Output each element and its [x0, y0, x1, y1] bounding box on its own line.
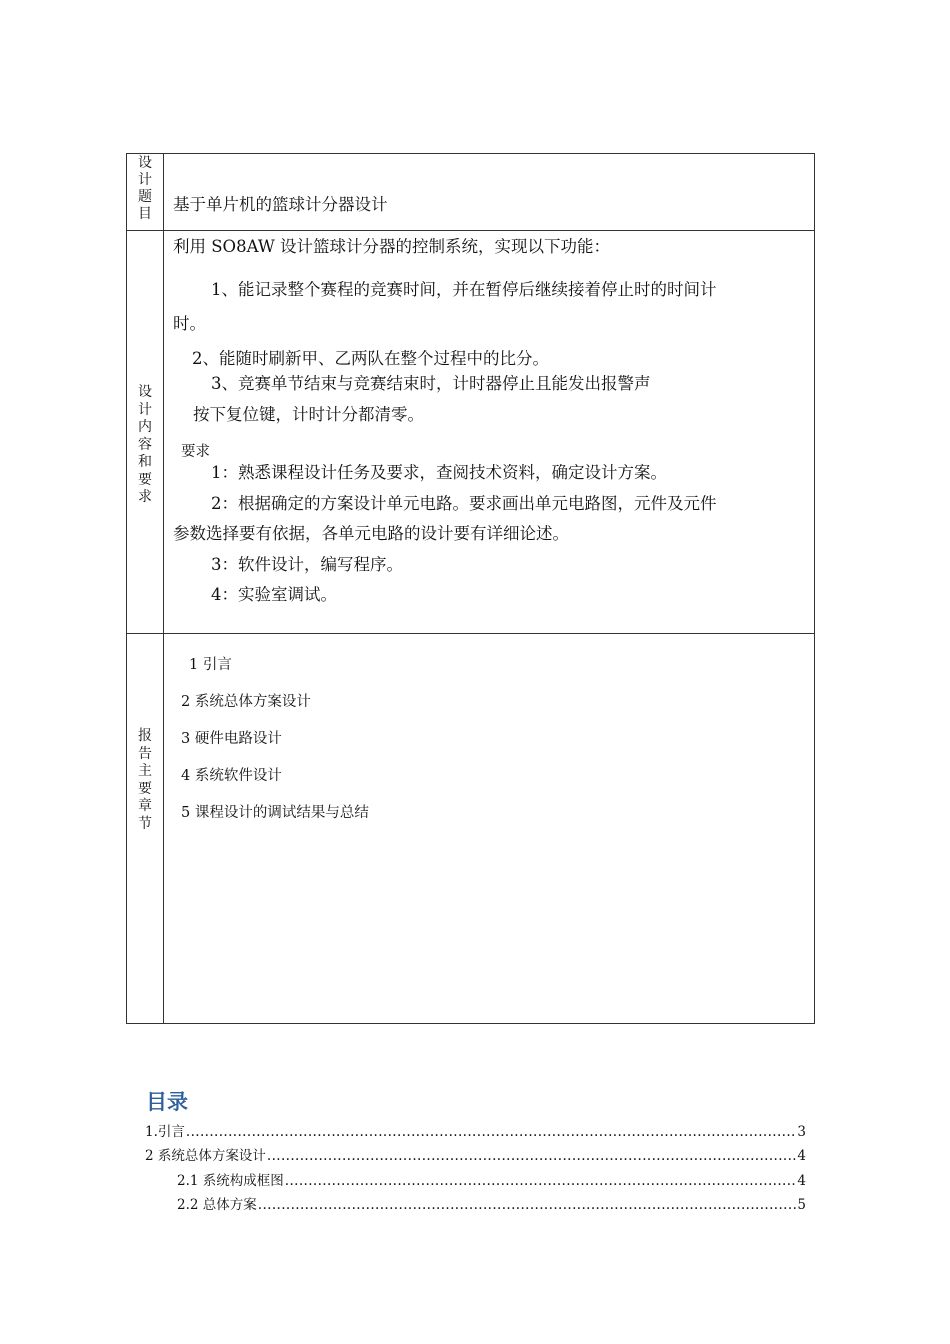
content-intro: 利用 SO8AW 设计篮球计分器的控制系统，实现以下功能： — [173, 237, 611, 256]
toc-entry-page: 3 — [797, 1124, 806, 1140]
chapter-item: 3 硬件电路设计 — [181, 731, 282, 747]
toc-entry[interactable] — [145, 1120, 806, 1140]
toc-entry-page: 4 — [797, 1173, 806, 1189]
chapter-item: 5 课程设计的调试结果与总结 — [181, 805, 369, 821]
chapter-item: 1 引言 — [189, 657, 232, 673]
chapter-item: 4 系统软件设计 — [181, 768, 282, 784]
toc-entry-text: 2 系统总体方案设计 — [145, 1148, 266, 1164]
requirement-2-line-1: 2：根据确定的方案设计单元电路。要求画出单元电路图，元件及元件 — [211, 494, 717, 513]
design-title-label-cell — [127, 154, 164, 230]
design-title-text: 基于单片机的篮球计分器设计 — [173, 195, 388, 214]
course-design-form-table — [126, 153, 815, 1024]
function-1-line-2: 时。 — [173, 314, 206, 333]
toc-entry-text: 1.引言 — [145, 1124, 185, 1140]
report-chapters-label: 报 告 主 要 章 节 — [138, 728, 152, 832]
toc-entry-page: 4 — [797, 1148, 806, 1164]
toc-entry-text: 2.1 系统构成框图 — [177, 1173, 284, 1189]
design-title-value-cell — [164, 154, 814, 230]
requirement-3: 3：软件设计，编写程序。 — [211, 555, 403, 574]
requirement-1: 1：熟悉课程设计任务及要求，查阅技术资料，确定设计方案。 — [211, 463, 667, 482]
design-content-label-cell — [127, 231, 164, 633]
function-1-line-1: 1、能记录整个赛程的竞赛时间，并在暂停后继续接着停止时的时间计 — [211, 280, 717, 299]
report-chapters-label-cell — [127, 634, 164, 1023]
toc-heading: 目录 — [146, 1090, 188, 1114]
toc-entry[interactable] — [177, 1193, 806, 1213]
toc-entry-page: 5 — [797, 1197, 806, 1213]
design-title-row — [127, 154, 814, 231]
toc-entry[interactable] — [145, 1144, 806, 1164]
design-content-row — [127, 231, 814, 634]
design-content-label: 设 计 内 容 和 要 求 — [138, 384, 152, 505]
function-2: 2、能随时刷新甲、乙两队在整个过程中的比分。 — [192, 349, 549, 368]
requirement-4: 4：实验室调试。 — [211, 585, 337, 604]
toc-entry-text: 2.2 总体方案 — [177, 1197, 257, 1213]
toc-leader-dots — [267, 1148, 797, 1164]
function-3: 3、竞赛单节结束与竞赛结束时，计时器停止且能发出报警声 — [211, 374, 651, 393]
design-title-label: 设 计 题 目 — [138, 155, 152, 222]
report-chapters-value-cell — [164, 634, 814, 1023]
toc-leader-dots — [258, 1197, 797, 1213]
toc-entry[interactable] — [177, 1169, 806, 1189]
function-4: 按下复位键，计时计分都清零。 — [193, 405, 424, 424]
toc-leader-dots — [186, 1124, 797, 1140]
requirements-heading: 要求 — [181, 444, 210, 460]
chapter-item: 2 系统总体方案设计 — [181, 694, 311, 710]
design-content-value-cell — [164, 231, 814, 633]
toc-leader-dots — [285, 1173, 797, 1189]
report-chapters-row — [127, 634, 814, 1023]
requirement-2-line-2: 参数选择要有依据，各单元电路的设计要有详细论述。 — [173, 524, 569, 543]
